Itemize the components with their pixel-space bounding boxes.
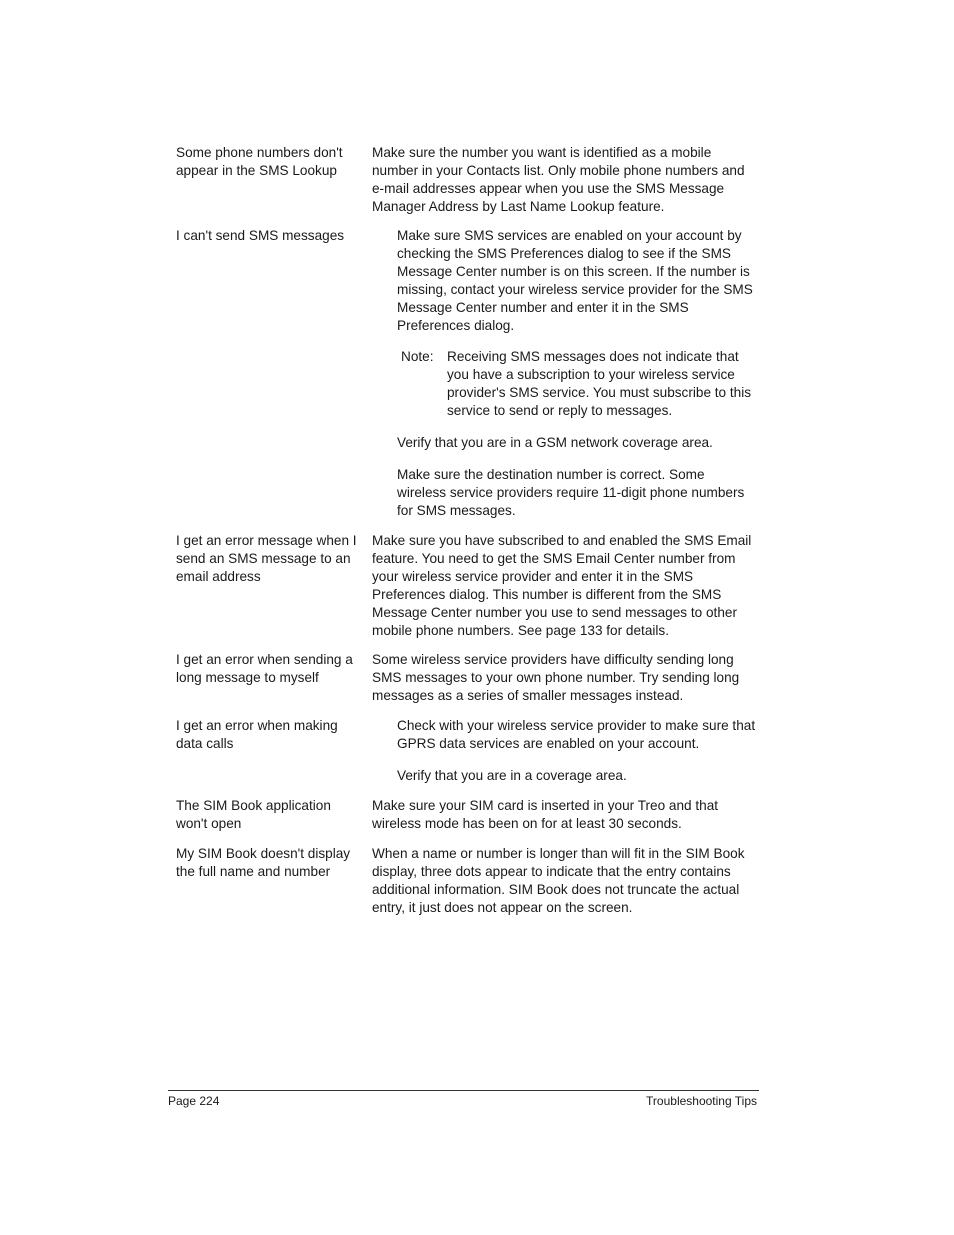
answer-sms-to-email-error: Make sure you have subscribed to and enabled the SMS Email feature. You need to get the SMS Email Center number from your wireless service provider and enter it in the SMS Preferences dialog. This number is different from the SMS Message Center number you use to send messages to other mobile phone numbers. See page 133 for details. <box>372 533 752 638</box>
answer-long-message-error: Some wireless service providers have difficulty sending long SMS messages to your own phone number. Try sending long messages as a series of smaller messages instead. <box>372 652 740 703</box>
question-sms-to-email-error: I get an error message when I send an SMS message to an email address <box>176 533 357 584</box>
section-title: Troubleshooting Tips <box>646 1094 757 1108</box>
answer-sim-book-display: When a name or number is longer than will fit in the SIM Book display, three dots appear to indicate that the entry contains additional information. SIM Book does not truncate the actual entry, it just does not appear on the screen. <box>372 846 745 915</box>
question-sim-book-wont-open: The SIM Book application won't open <box>176 798 331 831</box>
bullet-gsm-coverage: Verify that you are in a GSM network coverage area. <box>397 435 713 450</box>
page-number: Page 224 <box>168 1094 220 1108</box>
question-sim-book-display: My SIM Book doesn't display the full name and number <box>176 846 351 879</box>
note-label: Note: <box>401 349 434 364</box>
answer-sms-lookup: Make sure the number you want is identified as a mobile number in your Contacts list. Only mobile phone numbers and e-mail addresses appear when you use the SMS Message Manager Address by Last Name Lookup feature. <box>372 145 745 214</box>
question-long-message-error: I get an error when sending a long message to myself <box>176 652 353 685</box>
question-data-calls-error: I get an error when making data calls <box>176 718 338 751</box>
bullet-sms-services-enabled: Make sure SMS services are enabled on your account by checking the SMS Preferences dialog to see if the SMS Message Center number is on this screen. If the number is missing, contact your wireless service provider for the SMS Message Center number and enter it in the SMS Preferences dialog. <box>397 228 753 333</box>
question-cant-send-sms: I can't send SMS messages <box>176 228 345 243</box>
note-text: Receiving SMS messages does not indicate that you have a subscription to your wireless service provider's SMS service. You must subscribe to this service to send or reply to messages. <box>447 349 752 418</box>
answer-sim-book-wont-open: Make sure your SIM card is inserted in your Treo and that wireless mode has been on for at least 30 seconds. <box>372 798 719 831</box>
footer-divider <box>168 1090 759 1091</box>
bullet-destination-number: Make sure the destination number is correct. Some wireless service providers require 11-digit phone numbers for SMS messages. <box>397 467 745 518</box>
question-sms-lookup: Some phone numbers don't appear in the SMS Lookup <box>176 145 343 178</box>
bullet-coverage-area: Verify that you are in a coverage area. <box>397 768 627 783</box>
bullet-gprs-enabled: Check with your wireless service provider to make sure that GPRS data services are enabled on your account. <box>397 718 756 751</box>
